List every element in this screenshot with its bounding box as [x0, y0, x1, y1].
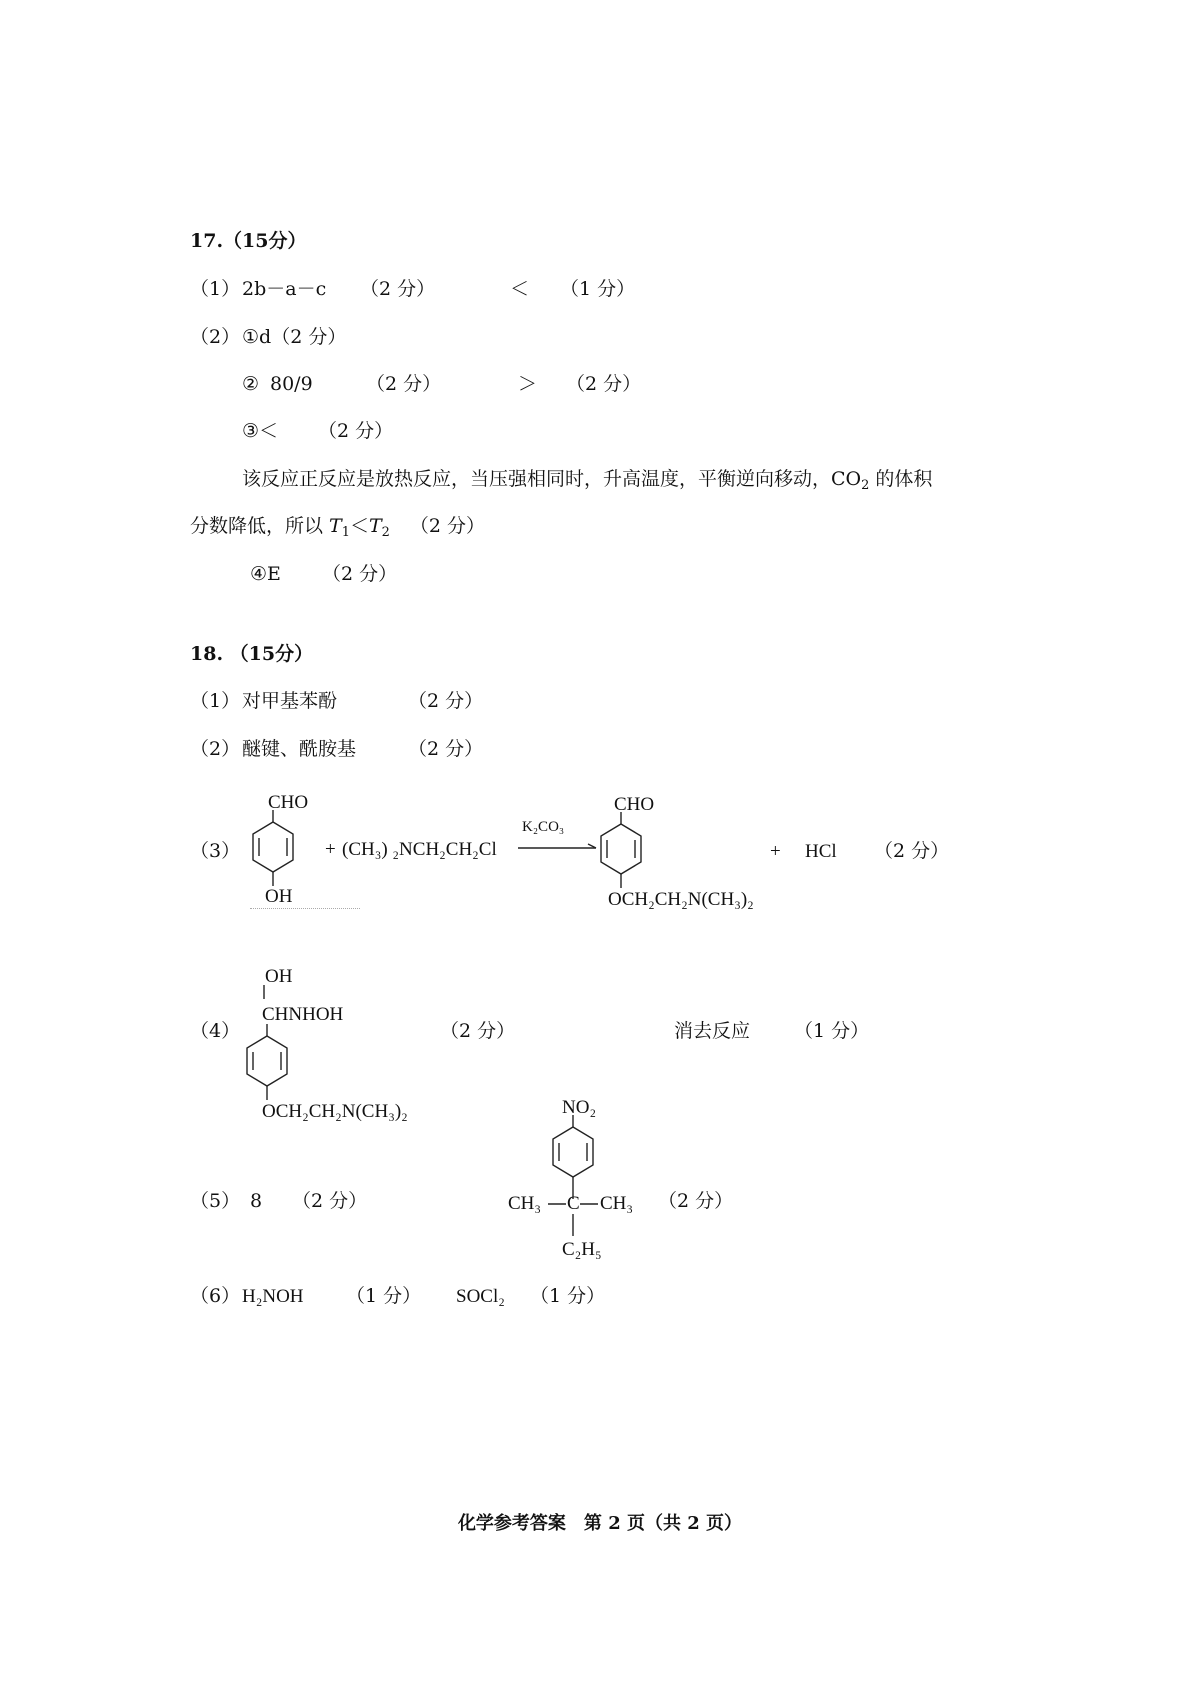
q18-p5-value: 8: [250, 1190, 263, 1212]
q18-p1-score: （2 分）: [408, 690, 484, 712]
q18-p6-score2: （1 分）: [530, 1285, 606, 1307]
page-footer: 化学参考答案 第 2 页（共 2 页）: [457, 1513, 743, 1534]
q18-p5-score1: （2 分）: [292, 1190, 368, 1212]
q17-p2c-score: （2 分）: [318, 420, 394, 442]
q18-p5-nitro: NO₂: [562, 1097, 597, 1118]
q18-p2-num: （2）: [190, 738, 241, 760]
q18-p5-num: （5）: [190, 1190, 241, 1212]
q17-p1-expr: 2b－a－c: [242, 278, 327, 300]
q18-p5-ethyl: C₂H₅: [562, 1239, 602, 1260]
q18-p2-score: （2 分）: [408, 738, 484, 760]
q18-p3-plus1: +: [325, 839, 336, 860]
q17-p1-score2: （1 分）: [560, 278, 636, 300]
q18-p2-text: 醚键、酰胺基: [242, 738, 357, 760]
q18-p5-right-methyl: CH₃: [600, 1193, 634, 1214]
q18-p5-carbon: C: [567, 1193, 580, 1214]
q18-p6-num: （6）: [190, 1285, 241, 1307]
q17-p2d-text: ④E: [250, 563, 281, 585]
q18-p3-underline: [250, 908, 360, 909]
q17-p2c-circ: ③＜: [242, 420, 279, 442]
q17-explanation-line2: 分数降低，所以 $T_1<T_2$ （2 分）: [190, 515, 486, 540]
q17-header: 17.（15分）: [190, 230, 307, 252]
q18-p1-num: （1）: [190, 690, 241, 712]
q18-p3-num: （3）: [190, 840, 241, 862]
q18-header: 18. （15分）: [190, 643, 314, 665]
q18-p6-score1: （1 分）: [346, 1285, 422, 1307]
q18-p5-score2: （2 分）: [658, 1190, 734, 1212]
q18-p3-product-cho: CHO: [614, 794, 655, 815]
q17-p2b-score1: （2 分）: [366, 373, 442, 395]
q17-p2b-value: 80/9: [270, 373, 313, 395]
q18-p4-score2: （1 分）: [794, 1020, 870, 1042]
q17-p2d-score: （2 分）: [322, 563, 398, 585]
q17-p2b-score2: （2 分）: [566, 373, 642, 395]
q18-p1-text: 对甲基苯酚: [242, 690, 338, 712]
q17-explanation-line1: 该反应正反应是放热反应，当压强相同时，升高温度，平衡逆向移动，$CO_2$ 的体积: [242, 468, 933, 493]
q17-p1-sign: ＜: [510, 278, 530, 300]
q18-p3-reaction-arrow: [518, 842, 600, 854]
q18-p4-num: （4）: [190, 1020, 241, 1042]
q17-p2b-sign: ＞: [518, 373, 538, 395]
q18-p5-left-methyl: CH₃: [508, 1193, 542, 1214]
q17-p2b-circ: ②: [242, 373, 260, 395]
q18-p4-top-oh: OH: [265, 966, 293, 987]
q18-p3-plus2: +: [770, 841, 781, 862]
q18-p6-reagent1: H₂NOH: [242, 1286, 304, 1307]
q18-p3-catalyst: K₂CO₃: [522, 819, 565, 835]
q18-p4-side-chain: CHNHOH: [262, 1004, 344, 1025]
q18-p4-score1: （2 分）: [440, 1020, 516, 1042]
q18-p3-score: （2 分）: [874, 840, 950, 862]
q18-p3-reagent: (CH₃) ₂NCH₂CH₂Cl: [342, 839, 497, 860]
q17-p2a: ①d（2 分）: [242, 326, 347, 348]
q17-p2-num: （2）: [190, 326, 241, 348]
q17-p1-score1: （2 分）: [360, 278, 436, 300]
q17-p1-num: （1）: [190, 278, 241, 300]
q18-p4-ether: OCH₂CH₂N(CH₃)₂: [262, 1101, 408, 1122]
q18-p3-reactant-oh: OH: [265, 886, 293, 907]
q18-p3-byproduct: HCl: [805, 841, 837, 862]
q18-p3-product-ether: OCH₂CH₂N(CH₃)₂: [608, 889, 754, 910]
q18-p6-reagent2: SOCl₂: [456, 1286, 505, 1307]
q18-p4-reaction-type: 消去反应: [674, 1020, 751, 1042]
q18-p3-reactant-cho: CHO: [268, 792, 309, 813]
